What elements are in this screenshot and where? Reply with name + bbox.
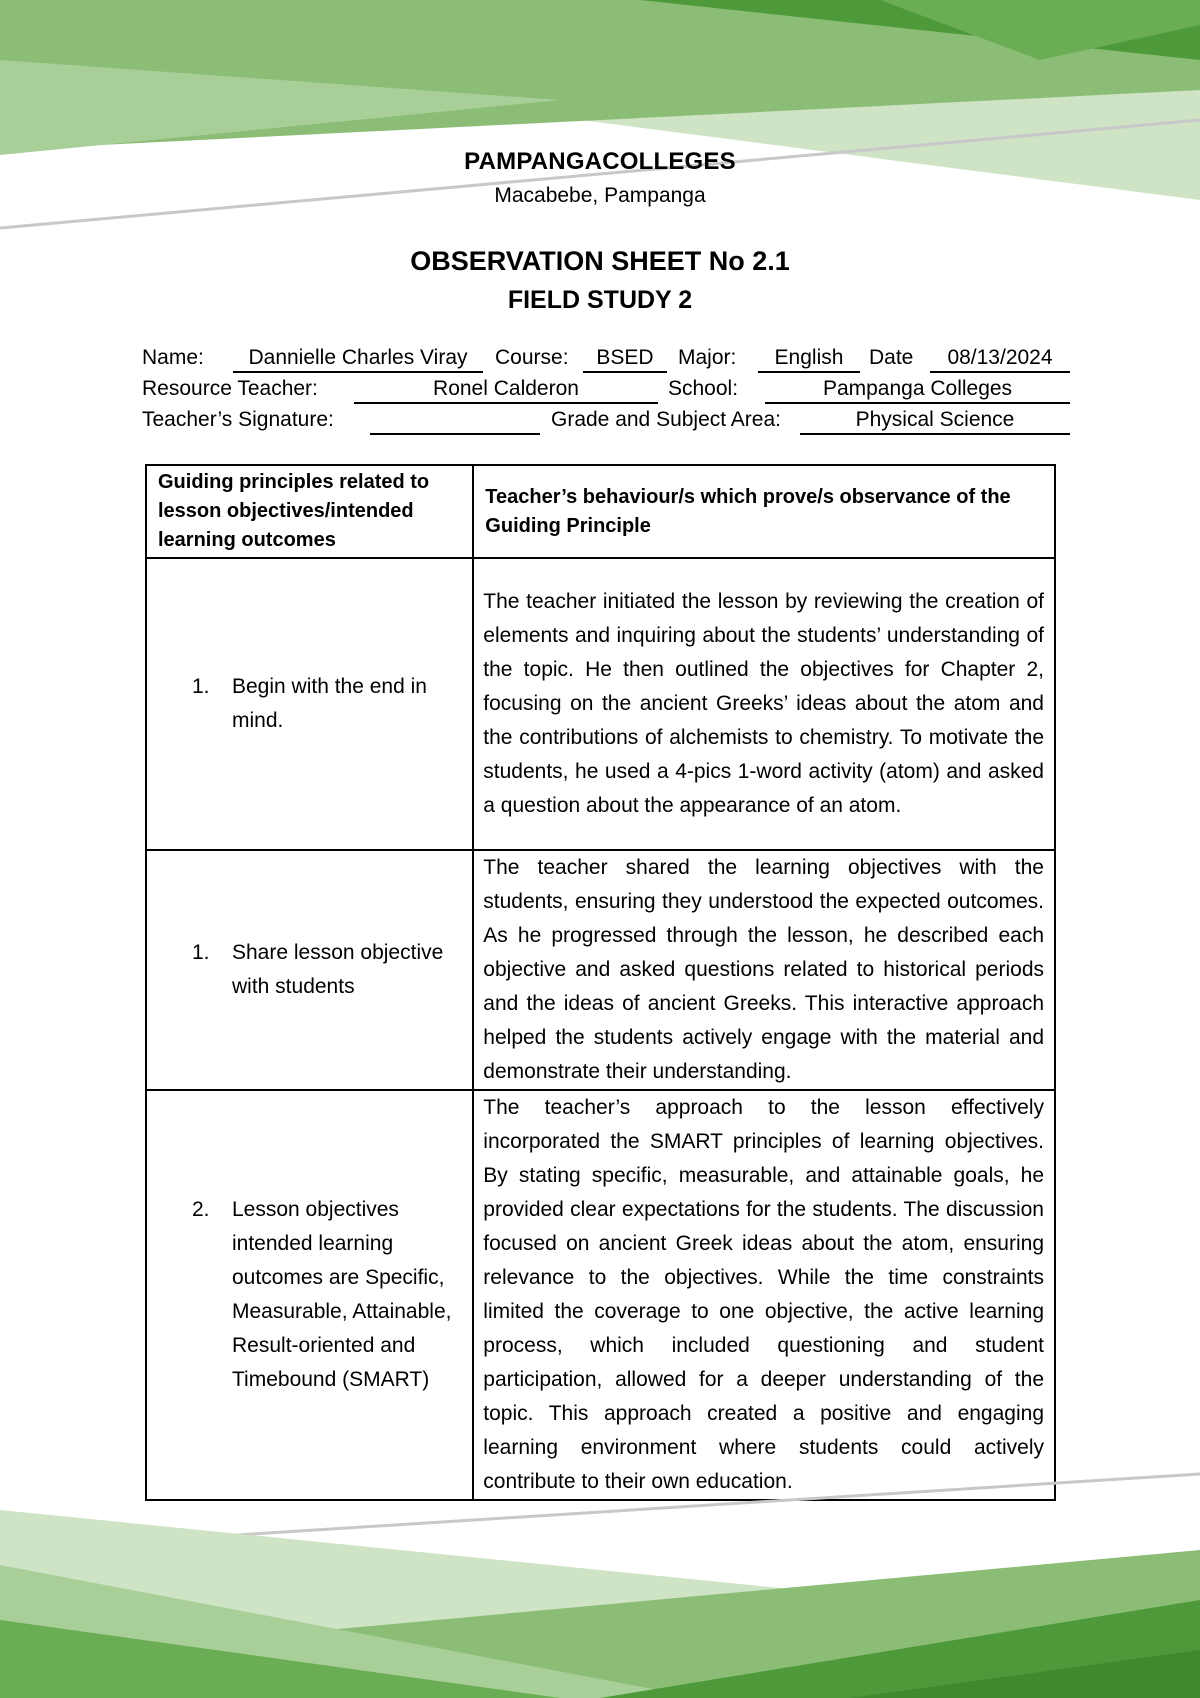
resource-teacher-value: Ronel Calderon bbox=[354, 377, 658, 404]
principle-number: 2. bbox=[192, 1198, 210, 1221]
signature-line bbox=[370, 408, 540, 435]
behaviour-text: The teacher shared the learning objectives with the students, ensuring they understood the expected outcomes. As he progressed through the lesson, he described each objective and asked questions related to historical periods and the ideas of ancient Greeks. This interactive approach helped the students actively engage with the material and demonstrate their understanding. bbox=[473, 850, 1055, 1090]
date-value: 08/13/2024 bbox=[930, 346, 1070, 373]
course-value: BSED bbox=[583, 346, 667, 373]
table-row bbox=[146, 558, 1055, 850]
sheet-title: OBSERVATION SHEET No 2.1 bbox=[410, 246, 790, 276]
grade-subject-label: Grade and Subject Area: bbox=[551, 408, 781, 431]
principle-text: Lesson objectives intended learning outcomes are Specific, Measurable, Attainable, Result-oriented and Timebound (SMART) bbox=[232, 1198, 452, 1391]
signature-label: Teacher’s Signature: bbox=[142, 408, 334, 431]
principle-number: 1. bbox=[192, 941, 210, 964]
school-label: School: bbox=[668, 377, 739, 400]
col1-header: Guiding principles related to lesson objectives/intended learning outcomes bbox=[146, 465, 473, 558]
principle-text: Share lesson objective with students bbox=[232, 941, 444, 998]
principle-number: 1. bbox=[192, 675, 210, 698]
major-value: English bbox=[758, 346, 860, 373]
major-label: Major: bbox=[678, 346, 737, 369]
bottom-green-decoration bbox=[0, 1470, 1200, 1698]
school-location: Macabebe, Pampanga bbox=[494, 184, 706, 207]
name-value: Dannielle Charles Viray bbox=[233, 346, 483, 373]
school-name: PAMPANGACOLLEGES bbox=[464, 148, 736, 175]
grade-subject-value: Physical Science bbox=[800, 408, 1070, 435]
name-label: Name: bbox=[142, 346, 204, 369]
principle-cell bbox=[146, 1090, 473, 1500]
behaviour-text: The teacher initiated the lesson by reviewing the creation of elements and inquiring about the students’ understanding of the topic. He then outlined the objectives for Chapter 2, focusing on the ancient Greeks’ ideas about the atom and the contributions of alchemists to chemistry. To motivate the students, he used a 4-pics 1-word activity (atom) and asked a question about the appearance of an atom. bbox=[473, 558, 1055, 850]
principle-cell bbox=[146, 558, 473, 850]
date-label: Date bbox=[869, 346, 914, 369]
principle-cell bbox=[146, 850, 473, 1090]
principle-text: Begin with the end in mind. bbox=[232, 675, 427, 732]
table-row bbox=[146, 850, 1055, 1090]
table-row bbox=[146, 1090, 1055, 1500]
course-label: Course: bbox=[495, 346, 569, 369]
table-header-row bbox=[146, 465, 1055, 558]
behaviour-text: The teacher’s approach to the lesson effectively incorporated the SMART principles of learning objectives. By stating specific, measurable, and attainable goals, he provided clear expectations for the students. The discussion focused on ancient Greek ideas about the atom, ensuring relevance to the objectives. While the time constraints limited the coverage to one objective, the active learning process, which included questioning and student participation, allowed for a deeper understanding of the topic. This approach created a positive and engaging learning environment where students could actively contribute to their own education. bbox=[473, 1090, 1055, 1500]
school-value: Pampanga Colleges bbox=[765, 377, 1070, 404]
sheet-subtitle: FIELD STUDY 2 bbox=[507, 286, 693, 314]
col2-header: Teacher’s behaviour/s which prove/s observance of the Guiding Principle bbox=[473, 465, 1055, 558]
resource-teacher-label: Resource Teacher: bbox=[142, 377, 318, 400]
observation-table bbox=[145, 464, 1056, 1501]
